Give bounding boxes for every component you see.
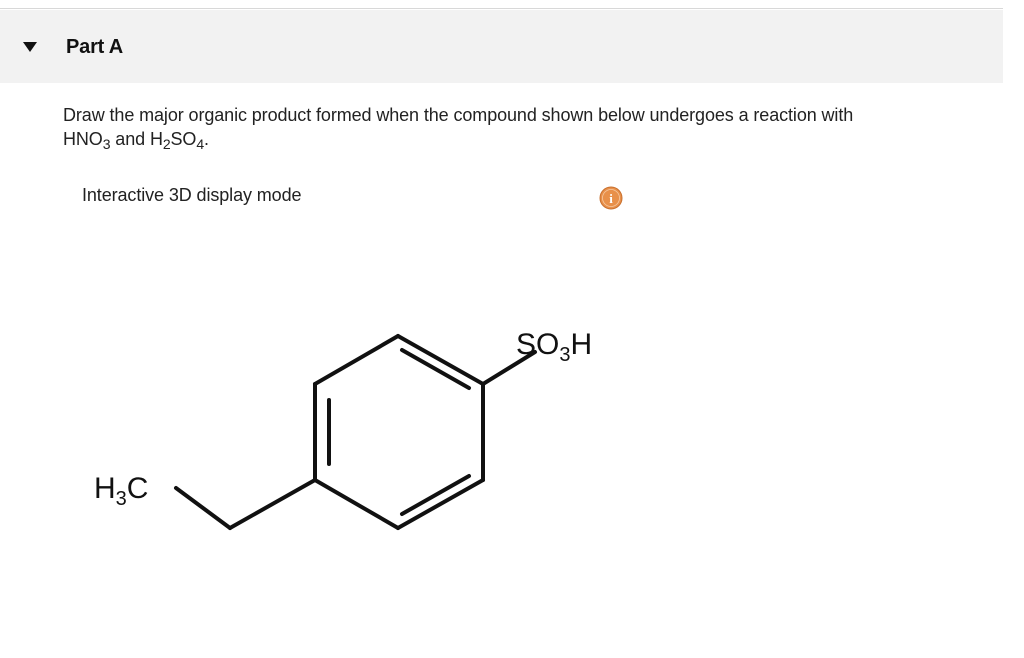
- reagent-sulfuric-acid: $H_2SO_4$: [149, 129, 205, 152]
- svg-text:i: i: [609, 191, 613, 206]
- info-icon[interactable]: [599, 186, 623, 210]
- methyl-label: $H_3C$: [94, 472, 149, 510]
- collapse-triangle-icon[interactable]: [22, 41, 38, 53]
- question-line: Draw the major organic product formed when the compound shown below undergoes a reaction with: [63, 105, 854, 125]
- molecule-structure: [80, 300, 640, 560]
- bond: [315, 480, 398, 528]
- bond: [315, 336, 398, 384]
- bond: [398, 336, 483, 384]
- sulfonic-acid-label: $SO_3H$: [516, 328, 593, 366]
- question-text: Draw the major organic product formed when the compound shown below undergoes a reaction with $HNO_3$ and $H_2SO_4$.: [63, 105, 854, 152]
- bond-methyl: [176, 488, 230, 528]
- reagent-nitric-acid: $HNO_3$: [63, 129, 111, 152]
- bond: [398, 480, 483, 528]
- top-divider: [0, 8, 1003, 9]
- bond-ethyl: [230, 480, 315, 528]
- part-header[interactable]: [0, 10, 1003, 83]
- part-title: Part A: [66, 36, 123, 58]
- display-mode-toggle-label[interactable]: Interactive 3D display mode: [82, 185, 302, 205]
- benzene-ring: [176, 336, 535, 528]
